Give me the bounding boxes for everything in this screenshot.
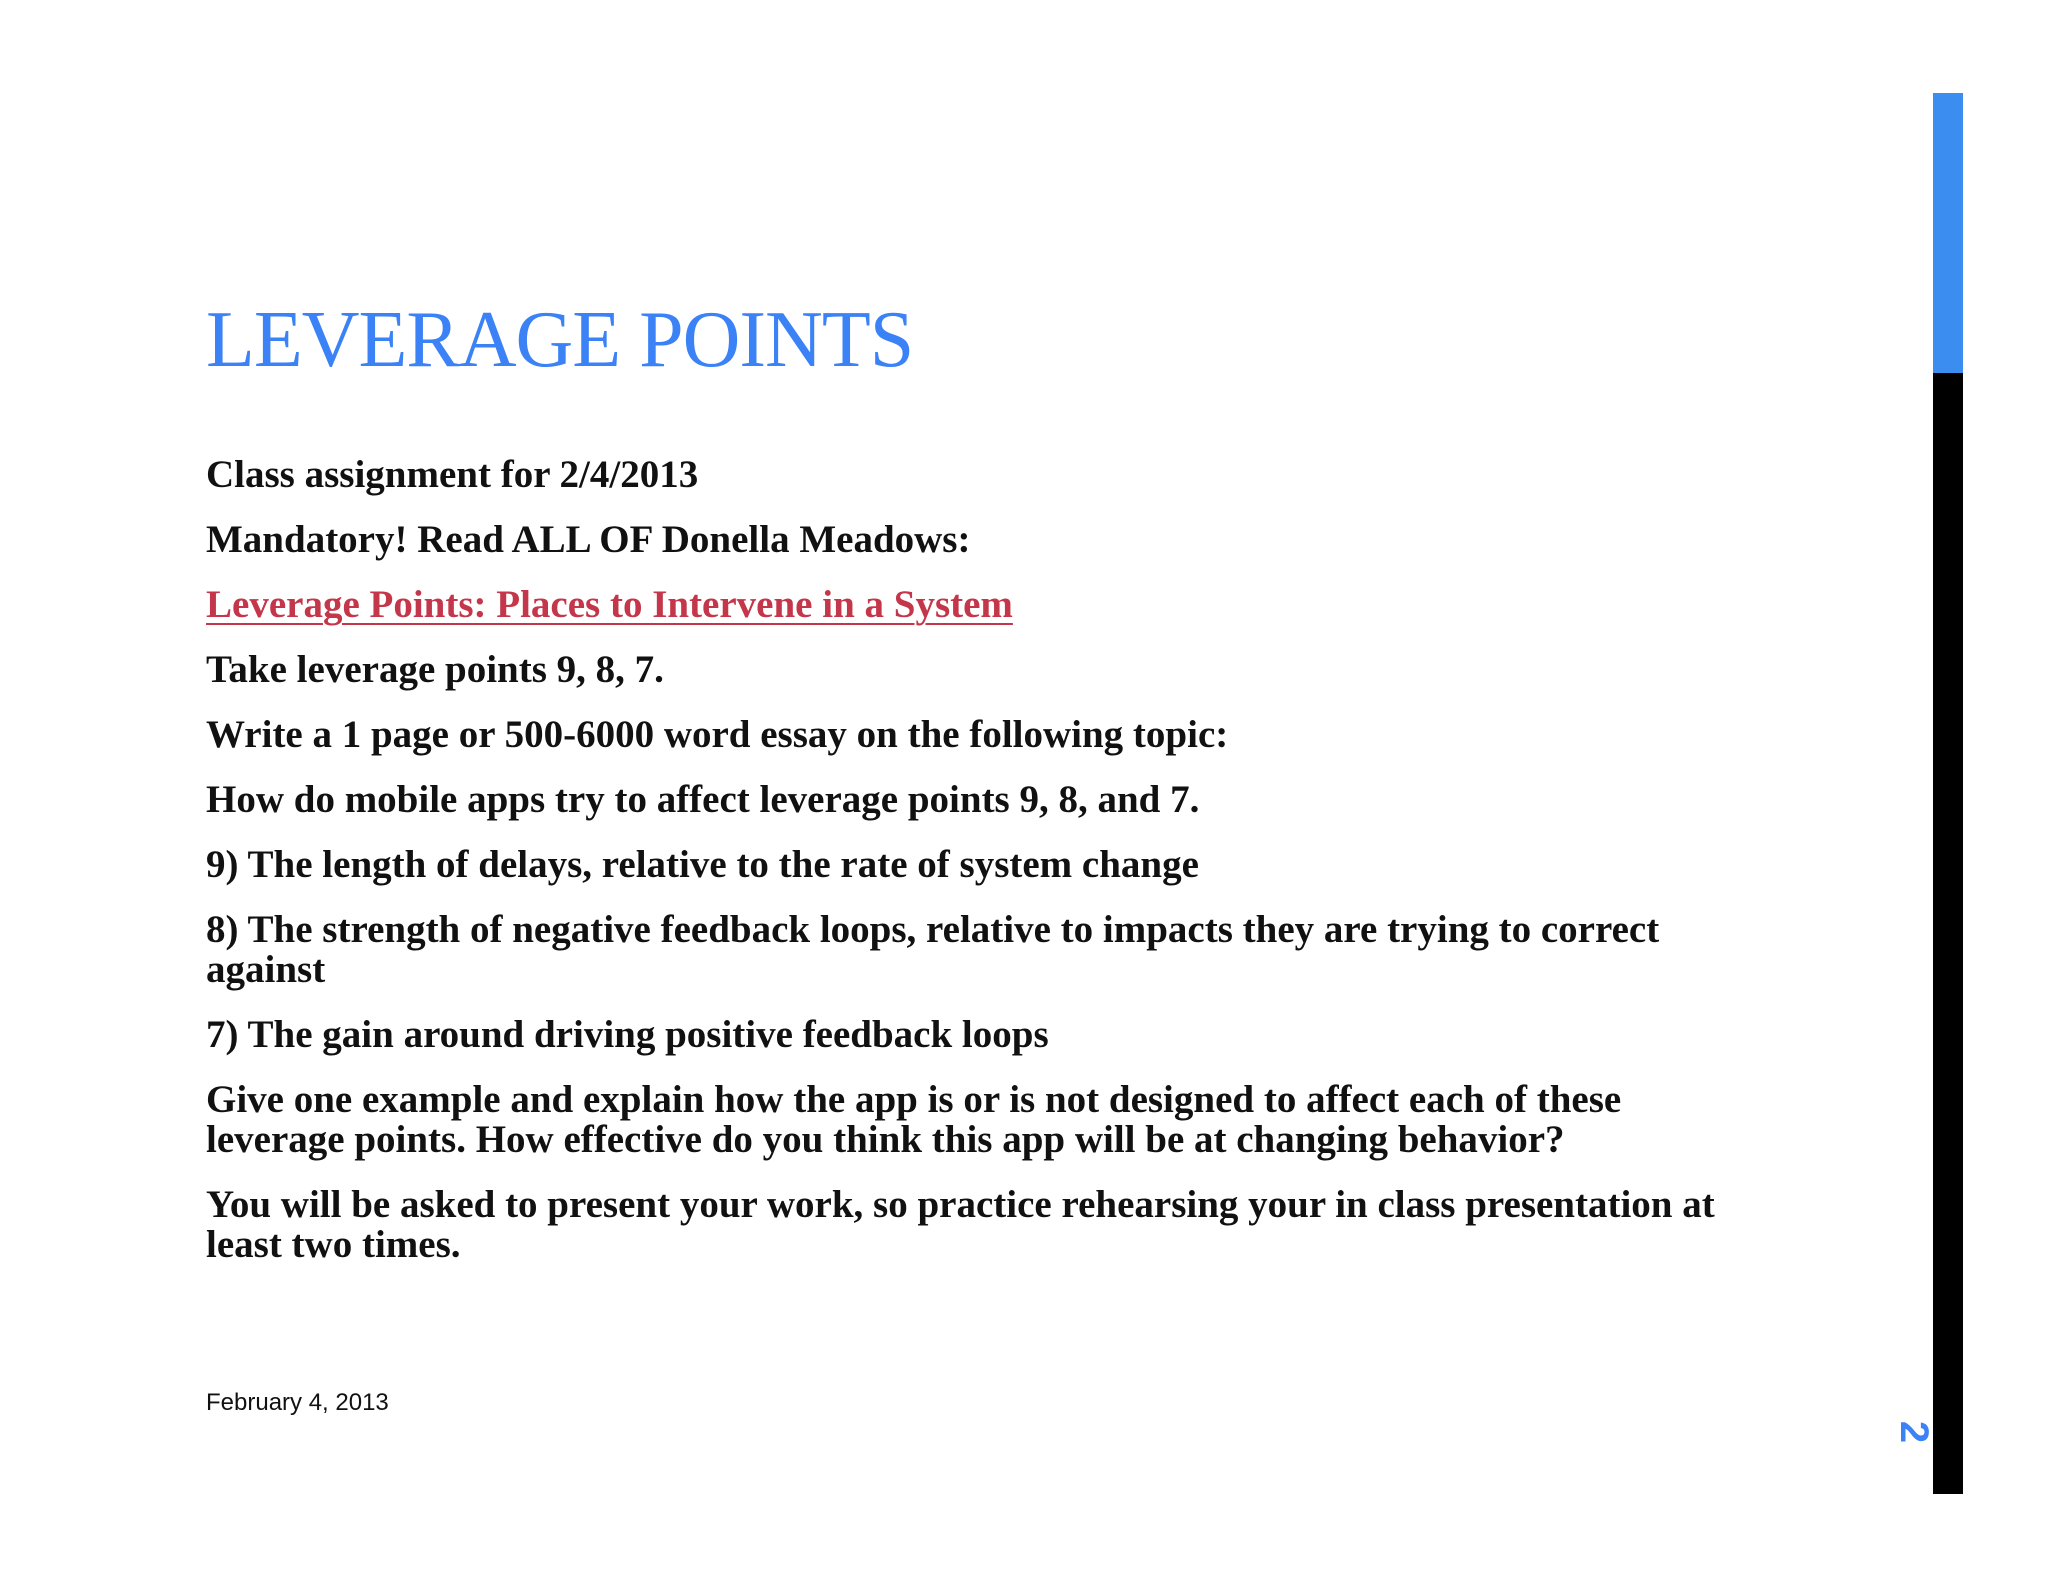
essay-topic: How do mobile apps try to affect leverage points 9, 8, and 7. xyxy=(206,778,1200,821)
example-instruction: Give one example and explain how the app is or is not designed to affect each of these leverage points. How effective do you think this app will be at changing behavior? xyxy=(206,1078,1622,1161)
accent-bar-black xyxy=(1933,373,1963,1494)
slide-title: LEVERAGE POINTS xyxy=(206,296,914,384)
reading-link[interactable]: Leverage Points: Places to Intervene in a System xyxy=(206,583,1013,626)
mandatory-reading-text: Mandatory! Read ALL OF Donella Meadows: xyxy=(206,518,971,561)
essay-instruction: Write a 1 page or 500-6000 word essay on the following topic: xyxy=(206,713,1229,756)
page-number: 2 xyxy=(1892,1420,1936,1444)
assignment-date-text: Class assignment for 2/4/2013 xyxy=(206,453,699,496)
footer-date: February 4, 2013 xyxy=(206,1389,389,1416)
accent-bar-blue xyxy=(1933,93,1963,373)
slide-body xyxy=(206,455,1766,1290)
leverage-point-9: 9) The length of delays, relative to the rate of system change xyxy=(206,843,1199,886)
reading-link-line xyxy=(206,585,1766,625)
leverage-points-instruction: Take leverage points 9, 8, 7. xyxy=(206,648,664,691)
leverage-point-7: 7) The gain around driving positive feedback loops xyxy=(206,1013,1049,1056)
leverage-point-8: 8) The strength of negative feedback loops, relative to impacts they are trying to correct against xyxy=(206,908,1660,991)
presentation-instruction: You will be asked to present your work, so practice rehearsing your in class presentation at least two times. xyxy=(206,1183,1715,1266)
